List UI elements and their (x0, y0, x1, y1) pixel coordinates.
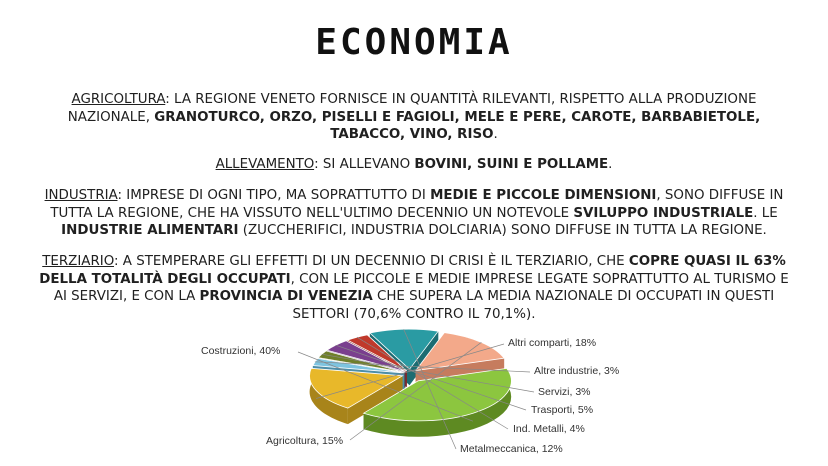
industria-label: INDUSTRIA (44, 188, 118, 203)
pie-label: Agricoltura, 15% (266, 435, 344, 447)
pie-label: Ind. Metalli, 4% (513, 423, 585, 435)
terziario-text-3: CHE SUPERA LA MEDIA NAZIONALE DI OCCUPATI IN QUESTI SETTORI (70,6% CONTRO IL 70,1%). (292, 289, 775, 322)
terziario-highlight-1: COPRE QUASI IL 63% DELLA TOTALITÀ DEGLI OCCUPATI (39, 254, 786, 287)
pie-label: Altri comparti, 18% (508, 337, 597, 349)
pie-label: Trasporti, 5% (531, 404, 594, 416)
industria-highlight-2: SVILUPPO INDUSTRIALE (573, 205, 754, 221)
industria-text-1: : IMPRESE DI OGNI TIPO, MA SOPRATTUTTO DI (117, 188, 431, 203)
agricoltura-paragraph (36, 91, 792, 144)
agricoltura-text: : LA REGIONE VENETO FORNISCE IN QUANTITÀ RILEVANTI, RISPETTO ALLA PRODUZIONE NAZIONALE, (67, 92, 757, 125)
allevamento-text: : SI ALLEVANO (314, 157, 415, 172)
allevamento-animals: BOVINI, SUINI E POLLAME (414, 157, 609, 172)
employment-pie-chart (200, 328, 640, 466)
industria-highlight-3: INDUSTRIE ALIMENTARI (61, 223, 239, 238)
agricoltura-label: AGRICOLTURA (71, 92, 166, 107)
terziario-text-2: , CON LE PICCOLE E MEDIE IMPRESE LEGATE SOPRATTUTTO AL TURISMO E AI SERVIZI, E CON LA (53, 271, 789, 304)
industria-text-2: , SONO DIFFUSE IN TUTTA LA REGIONE, CHE HA VISSUTO NELL'ULTIMO DECENNIO UN NOTEVOLE (50, 188, 784, 221)
terziario-paragraph (36, 253, 792, 323)
pie-label: Metalmeccanica, 12% (460, 443, 563, 455)
agricoltura-products: GRANOTURCO, ORZO, PISELLI E FAGIOLI, MELE E PERE, CAROTE, BARBABIETOLE, TABACCO, VINO, RISO (154, 109, 761, 142)
pie-label: Costruzioni, 40% (201, 345, 281, 357)
terziario-highlight-2: PROVINCIA DI VENEZIA (199, 289, 373, 304)
industria-highlight-1: MEDIE E PICCOLE DIMENSIONI (430, 188, 657, 203)
industria-text-3: . LE (753, 205, 778, 221)
industria-paragraph (36, 187, 792, 240)
agricoltura-end: . (493, 127, 498, 142)
allevamento-paragraph (36, 156, 792, 174)
allevamento-label: ALLEVAMENTO (215, 157, 315, 172)
pie-label: Altre industrie, 3% (534, 365, 620, 377)
terziario-text-1: : A STEMPERARE GLI EFFETTI DI UN DECENNIO DI CRISI È IL TERZIARIO, CHE (114, 254, 629, 269)
pie-label: Servizi, 3% (538, 386, 591, 398)
allevamento-end: . (608, 157, 613, 172)
industria-text-4: (ZUCCHERIFICI, INDUSTRIA DOLCIARIA) SONO DIFFUSE IN TUTTA LA REGIONE. (238, 223, 767, 238)
terziario-label: TERZIARIO (42, 254, 115, 269)
page-title: ECONOMIA (315, 22, 513, 63)
